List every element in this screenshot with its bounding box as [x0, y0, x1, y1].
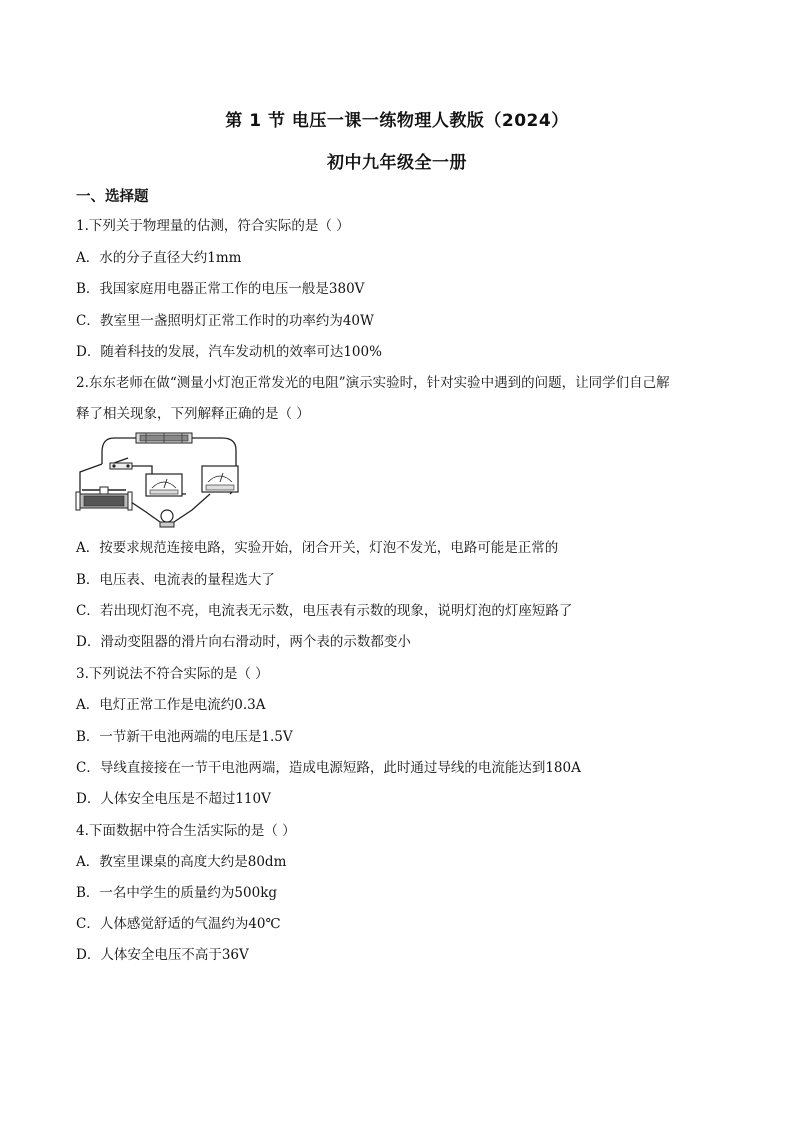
question-2-option-d: D．滑动变阻器的滑片向右滑动时，两个表的示数都变小 — [76, 634, 411, 650]
question-2-stem-line2: 释了相关现象，下列解释正确的是（ ） — [76, 406, 310, 422]
switch-icon — [110, 458, 132, 469]
voltmeter-icon — [146, 474, 182, 496]
question-2-stem-line1: 2.东东老师在做“测量小灯泡正常发光的电阻”演示实验时，针对实验中遇到的问题，让同学们自己解 — [76, 375, 670, 391]
battery-icon — [136, 433, 192, 443]
question-1-stem: 1.下列关于物理量的估测，符合实际的是（ ） — [76, 218, 350, 234]
page-subtitle: 初中九年级全一册 — [327, 153, 467, 173]
question-4-option-b: B．一名中学生的质量约为500kg — [76, 885, 278, 901]
question-4-option-d: D．人体安全电压不高于36V — [76, 947, 249, 963]
question-2-option-c: C．若出现灯泡不亮，电流表无示数，电压表有示数的现象，说明灯泡的灯座短路了 — [76, 603, 573, 619]
section-heading: 一、选择题 — [76, 189, 149, 205]
question-1-option-b: B．我国家庭用电器正常工作的电压一般是380V — [76, 281, 365, 297]
question-3-option-b: B．一节新干电池两端的电压是1.5V — [76, 729, 293, 745]
question-4-option-c: C．人体感觉舒适的气温约为40℃ — [76, 916, 281, 932]
question-3-option-a: A．电灯正常工作是电流约0.3A — [76, 697, 266, 713]
question-3-stem: 3.下列说法不符合实际的是（ ） — [76, 666, 269, 682]
question-2-option-b: B．电压表、电流表的量程选大了 — [76, 572, 275, 588]
question-1-option-d: D．随着科技的发展，汽车发动机的效率可达100% — [76, 344, 382, 360]
bulb-icon — [160, 510, 174, 527]
page-title: 第 1 节 电压一课一练物理人教版（2024） — [225, 111, 569, 131]
circuit-diagram — [74, 430, 246, 530]
question-1-option-a: A．水的分子直径大约1mm — [76, 250, 242, 266]
rheostat-icon — [76, 487, 132, 510]
question-3-option-d: D．人体安全电压是不超过110V — [76, 791, 271, 807]
ammeter-icon — [202, 466, 238, 492]
question-1-option-c: C．教室里一盏照明灯正常工作时的功率约为40W — [76, 313, 374, 329]
question-4-option-a: A．教室里课桌的高度大约是80dm — [76, 854, 287, 870]
question-3-option-c: C．导线直接接在一节干电池两端，造成电源短路，此时通过导线的电流能达到180A — [76, 760, 581, 776]
question-2-option-a: A．按要求规范连接电路，实验开始，闭合开关，灯泡不发光，电路可能是正常的 — [76, 540, 559, 556]
question-4-stem: 4.下面数据中符合生活实际的是（ ） — [76, 823, 296, 839]
